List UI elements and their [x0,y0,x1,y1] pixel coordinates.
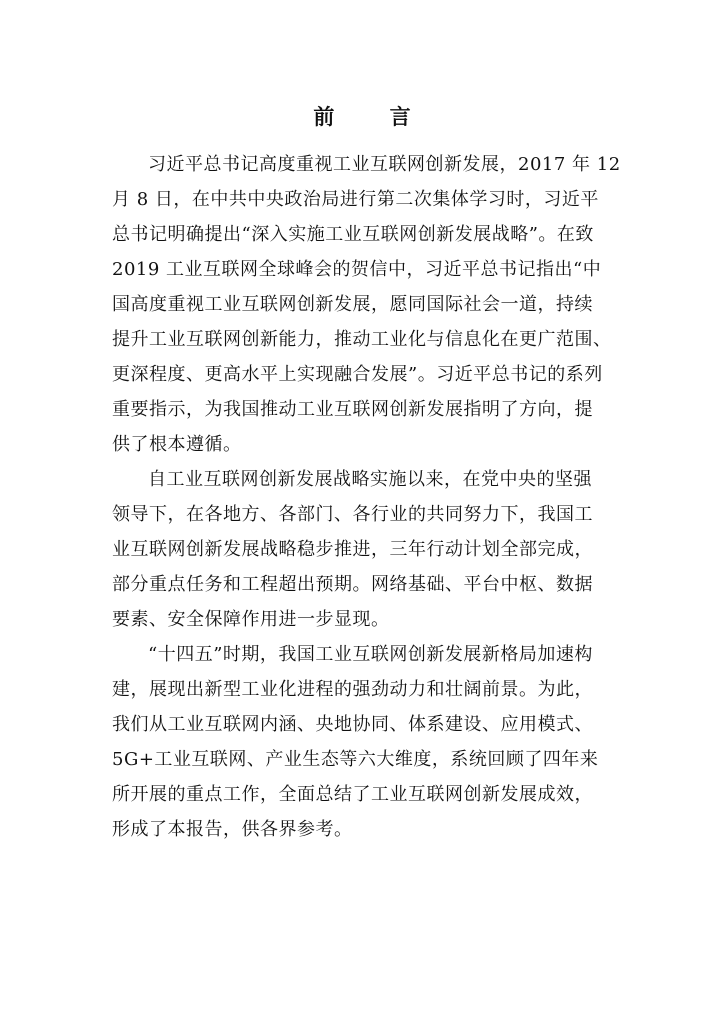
preface-body [112,147,621,847]
text-line: 提升工业互联网创新能力，推动工业化与信息化在更广范围、 [112,329,612,350]
text-line: 部分重点任务和工程超出预期。网络基础、平台中枢、数据 [112,574,593,595]
text-line: 形成了本报告，供各界参考。 [112,819,353,840]
page-title: 前 言 [313,104,435,129]
text-line: 领导下，在各地方、各部门、各行业的共同努力下，我国工 [112,504,593,525]
text-line: 业互联网创新发展战略稳步推进，三年行动计划全部完成， [112,539,593,560]
text-line: 重要指示，为我国推动工业互联网创新发展指明了方向，提 [112,399,593,420]
text-line: 总书记明确提出“深入实施工业互联网创新发展战略”。在致 [112,224,594,245]
text-line: “十四五”时期，我国工业互联网创新发展新格局加速构 [148,644,593,665]
text-line: 所开展的重点工作，全面总结了工业互联网创新发展成效， [112,784,593,805]
text-line: 建，展现出新型工业化进程的强劲动力和壮阔前景。为此， [112,679,593,700]
text-line: 要素、安全保障作用进一步显现。 [112,609,390,630]
text-line: 2019 工业互联网全球峰会的贺信中，习近平总书记指出“中 [112,259,602,280]
text-line: 自工业互联网创新发展战略实施以来，在党中央的坚强 [148,469,592,490]
text-line: 供了根本遵循。 [112,434,242,455]
text-line: 5G+工业互联网、产业生态等六大维度，系统回顾了四年来 [112,749,599,770]
text-line: 月 8 日，在中共中央政治局进行第二次集体学习时，习近平 [112,189,599,210]
text-line: 我们从工业互联网内涵、央地协同、体系建设、应用模式、 [112,714,593,735]
text-line: 更深程度、更高水平上实现融合发展”。习近平总书记的系列 [112,364,603,385]
text-line: 习近平总书记高度重视工业互联网创新发展，2017 年 12 [148,154,621,175]
text-line: 国高度重视工业互联网创新发展，愿同国际社会一道，持续 [112,294,593,315]
